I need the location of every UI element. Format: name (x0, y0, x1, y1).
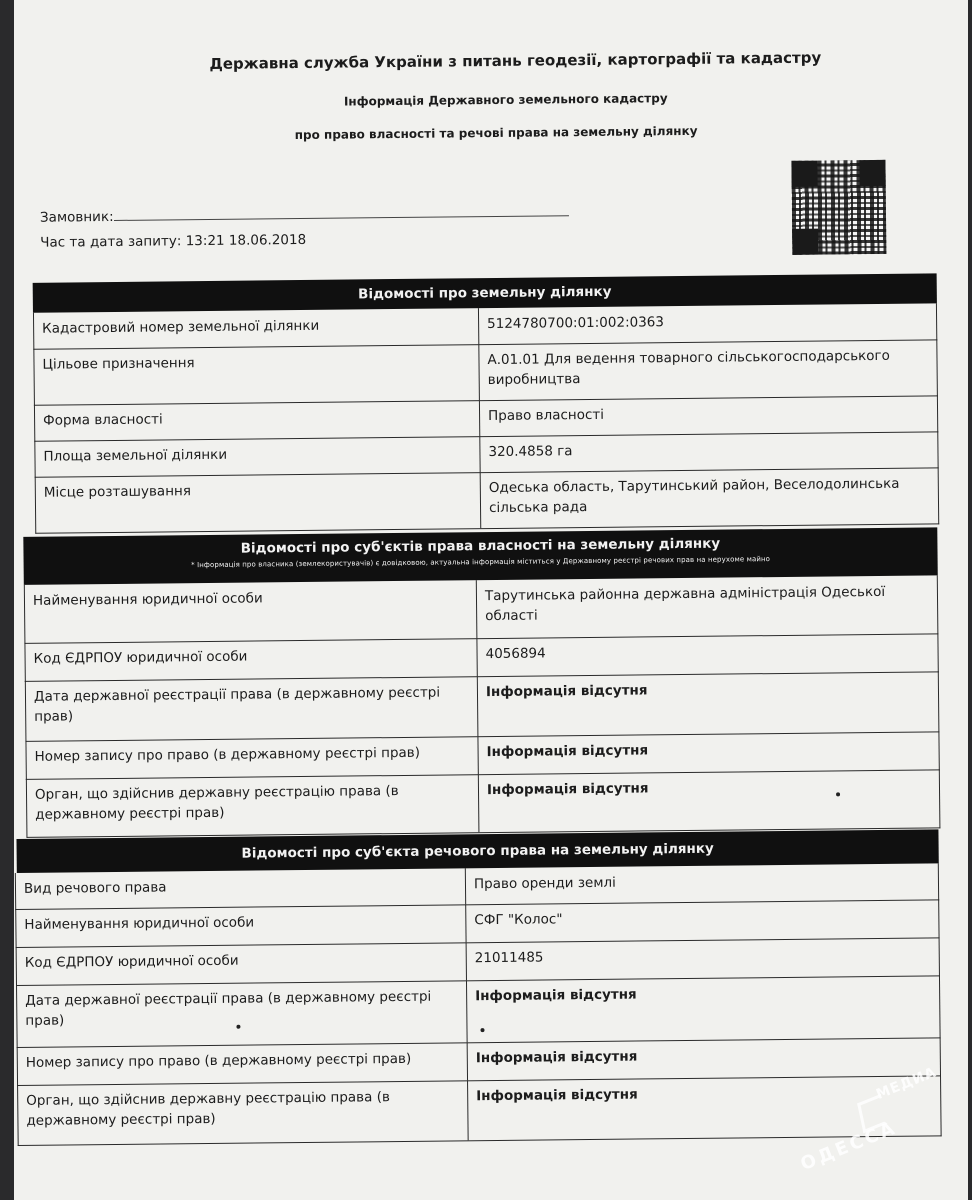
row-value: 4056894 (485, 645, 546, 663)
row-label: Місце розташування (36, 472, 482, 533)
row-label: Дата державної реєстрації права (в державному реєстрі прав) (17, 980, 468, 1047)
row-label: Форма власності (35, 400, 480, 441)
row-value: Тарутинська районна державна адміністрація Одеської області (484, 583, 886, 625)
row-value: Право власності (487, 406, 605, 425)
row-value: А.01.01 Для ведення товарного сільськогосподарського виробництва (487, 347, 890, 389)
row-label: Номер запису про право (в державному реєстрі прав) (18, 1042, 468, 1085)
document-subtitle: про право власності та речові права на земельну ділянку (294, 123, 698, 143)
row-value: Інформація відсутня (485, 682, 648, 701)
row-value: 21011485 (474, 949, 544, 967)
watermark-city: ОДЕССА (797, 1117, 901, 1176)
section-3-title: Відомості про суб'єкта речового права на земельну ділянку (241, 840, 714, 862)
row-value: 320.4858 га (488, 443, 573, 461)
watermark-brand: МЕДИА (873, 1064, 939, 1103)
row-label: Вид речового права (16, 868, 466, 909)
row-label: Дата державної реєстрації права (в державному реєстрі прав) (26, 676, 479, 741)
row-label: Код ЄДРПОУ юридичної особи (17, 942, 467, 985)
document-title: Інформація Державного земельного кадастру (343, 91, 668, 109)
row-label: Цільове призначення (34, 344, 480, 405)
customer-line (40, 201, 580, 226)
row-label: Номер запису про право (в державному реєстрі прав) (26, 736, 478, 779)
row-value: Інформація відсутня (476, 1086, 638, 1105)
section-2-title: Відомості про суб'єктів права власності на земельну ділянку (240, 535, 721, 557)
row-label: Орган, що здійснив державну реєстрацію права (в державному реєстрі прав) (27, 774, 480, 837)
row-value: Право оренди землі (473, 874, 616, 893)
row-value: Інформація відсутня (486, 742, 649, 761)
row-value: СФГ "Колос" (474, 911, 563, 929)
row-label: Код ЄДРПОУ юридичної особи (25, 638, 477, 681)
speck-mark (480, 1028, 484, 1032)
customer-underline (113, 201, 568, 221)
table-row (16, 975, 941, 1048)
row-label: Орган, що здійснив державну реєстрацію права (в державному реєстрі прав) (18, 1080, 469, 1145)
table-row (24, 575, 939, 644)
row-value: Інформація відсутня (475, 986, 637, 1005)
table-row (26, 769, 941, 838)
row-value: Одеська область, Тарутинський район, Веселодолинська сільська рада (488, 475, 900, 517)
row-value: Інформація відсутня (486, 780, 649, 799)
request-time: Час та дата запиту: 13:21 18.06.2018 (40, 231, 307, 251)
row-value: Інформація відсутня (475, 1048, 638, 1067)
row-label: Площа земельної ділянки (35, 436, 480, 477)
row-label: Кадастровий номер земельної ділянки (34, 308, 479, 349)
agency-title: Державна служба України з питань геодезії, картографії та кадастру (209, 48, 822, 73)
table-row (25, 671, 940, 742)
row-value: 5124780700:01:002:0363 (487, 314, 665, 333)
document-content (14, 0, 968, 1200)
row-label: Найменування юридичної особи (16, 904, 466, 947)
speck-mark (836, 792, 840, 796)
customer-label: Замовник: (39, 208, 114, 226)
speck-mark (236, 1025, 240, 1029)
section-1-title: Відомості про земельну ділянку (358, 283, 612, 303)
table-row (35, 467, 940, 533)
section-2-note: * Інформація про власника (землекористувачів) є довідковою, актуальна інформація міститься у Державному реєстрі речових прав на нерухоме майно (191, 555, 771, 570)
qr-code (791, 160, 886, 255)
document-page (14, 0, 968, 1200)
row-label: Найменування юридичної особи (25, 580, 478, 643)
